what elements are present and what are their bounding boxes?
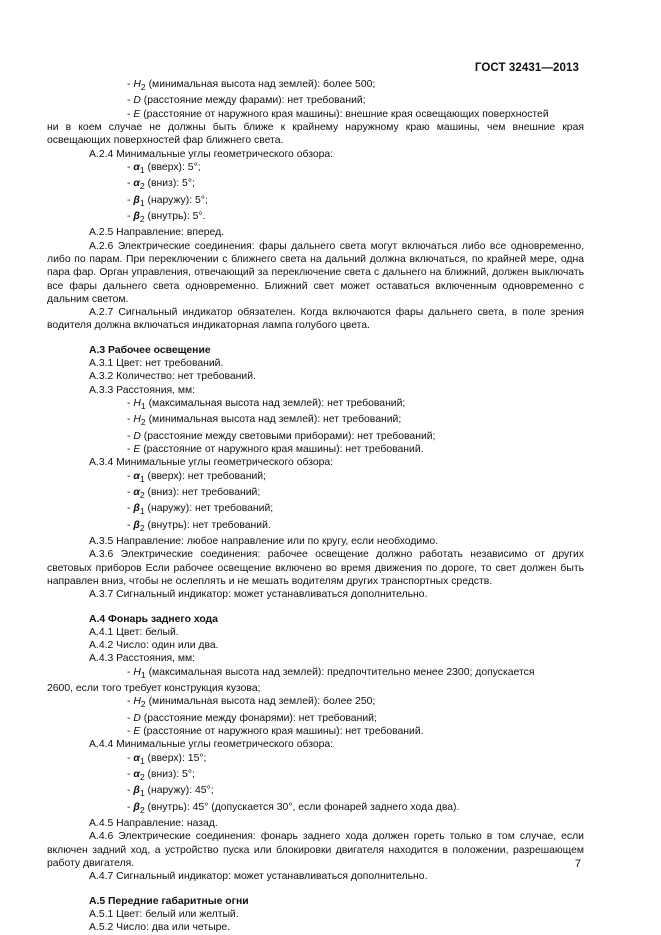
document-body <box>47 78 584 935</box>
paragraph: А.4.6 Электрические соединения: фонарь заднего хода должен гореть только в том случае, если включен задний ход, а устройство пуска или блокировки двигателя находится в положении, разрешающем работу двигателя. <box>47 831 584 870</box>
list-item: - $\beta_2$ (внутрь): 45° (допускается 30°, если фонарей заднего хода два). <box>127 801 460 815</box>
clause: А.4.3 Расстояния, мм: <box>89 653 196 665</box>
document-header: ГОСТ 32431—2013 <box>474 62 579 74</box>
clause: А.5.2 Число: два или четыре. <box>89 922 231 934</box>
clause: А.4.5 Направление: назад. <box>89 818 218 830</box>
list-item-continuation: 2600, если того требует конструкция кузова; <box>47 683 261 695</box>
paragraph: А.2.7 Сигнальный индикатор обязателен. Когда включаются фары дальнего света, в поле зрения водителя должна включаться индикаторная лампа голубого цвета. <box>47 307 584 332</box>
list-item: - E (расстояние от наружного края машины): внешние края освещающих поверхностей <box>127 108 549 120</box>
clause-heading: А.3.4 Минимальные углы геометрического обзора: <box>89 457 334 469</box>
list-item: - $\beta_1$ (наружу): 45°; <box>127 785 214 799</box>
list-item: - $H_2$ (минимальная высота над землей): более 500; <box>127 79 376 93</box>
paragraph: ни в коем случае не должны быть ближе к крайнему наружному краю машины, чем внешние края освещающих поверхностей фар ближнего света. <box>47 121 584 147</box>
paragraph: А.2.6 Электрические соединения: фары дальнего света могут включаться либо все одновременно, либо по парам. При переключении с ближнего света на дальний должна включаться, по крайней мере, одна пара фар. Орган управления, отвечающий за переключение света с дальнего на ближний, должен выключать все фары дальнего света одновременно. Ближний свет может оставаться включенным одновременно с дальним светом. <box>47 240 584 305</box>
list-item: - $\beta_2$ (внутрь): нет требований. <box>127 519 271 533</box>
list-item: - E (расстояние от наружного края машины): нет требований. <box>127 726 424 738</box>
list-item: - $\alpha_1$ (вверх): 5°; <box>127 161 201 175</box>
clause: А.3.7 Сигнальный индикатор: может устанавливаться дополнительно. <box>89 589 428 601</box>
list-item: - $\alpha_2$ (вниз): 5°; <box>127 178 195 192</box>
clause: А.4.7 Сигнальный индикатор: может устанавливаться дополнительно. <box>89 871 428 883</box>
clause: А.5.1 Цвет: белый или желтый. <box>89 908 239 920</box>
list-item: - $\beta_1$ (наружу): нет требований; <box>127 503 274 517</box>
list-item: - $H_1$ (максимальная высота над землей): предпочтительно менее 2300; допускается <box>127 666 535 680</box>
section-heading: А.4 Фонарь заднего хода <box>89 613 218 625</box>
paragraph: А.3.6 Электрические соединения: рабочее освещение должно работать независимо от других световых приборов Если рабочее освещение включено во время движения по дороге, то свет должен быть направлен вниз, чтобы не ослеплять и не мешать водителям других транспортных средств. <box>47 549 584 587</box>
clause: А.3.2 Количество: нет требований. <box>89 371 256 383</box>
list-item: - $H_1$ (максимальная высота над землей): нет требований; <box>127 397 406 411</box>
list-item: - D (расстояние между фарами): нет требований; <box>127 95 366 107</box>
list-item: - D (расстояние между световыми приборами): нет требований; <box>127 430 436 442</box>
list-item: - $\beta_2$ (внутрь): 5°. <box>127 210 206 225</box>
list-item: - $H_2$ (минимальная высота над землей): нет требований; <box>127 414 402 428</box>
list-item: - E (расстояние от наружного края машины): нет требований. <box>127 443 424 455</box>
clause: А.4.1 Цвет: белый. <box>89 626 179 638</box>
clause-heading: А.2.4 Минимальные углы геометрического обзора: <box>89 148 334 160</box>
clause-heading: А.4.4 Минимальные углы геометрического обзора: <box>89 739 334 751</box>
list-item: - $\alpha_1$ (вверх): нет требований; <box>127 470 266 484</box>
clause: А.2.5 Направление: вперед. <box>89 227 225 239</box>
list-item: - $H_2$ (минимальная высота над землей): более 250; <box>127 696 376 710</box>
list-item: - $\beta_1$ (наружу): 5°; <box>127 194 208 208</box>
page-number: 7 <box>574 858 581 870</box>
section-heading: А.5 Передние габаритные огни <box>89 895 249 907</box>
list-item: - $\alpha_2$ (вниз): нет требований; <box>127 486 261 501</box>
clause: А.3.5 Направление: любое направление или по кругу, если необходимо. <box>89 536 439 548</box>
list-item: - D (расстояние между фонарями): нет требований; <box>127 712 377 724</box>
clause: А.3.3 Расстояния, мм: <box>89 384 196 396</box>
section-heading: А.3 Рабочее освещение <box>89 344 211 356</box>
clause: А.4.2 Число: один или два. <box>89 640 219 652</box>
list-item: - $\alpha_1$ (вверх): 15°; <box>127 752 207 766</box>
clause: А.3.1 Цвет: нет требований. <box>89 358 224 370</box>
list-item: - $\alpha_2$ (вниз): 5°; <box>127 769 195 783</box>
